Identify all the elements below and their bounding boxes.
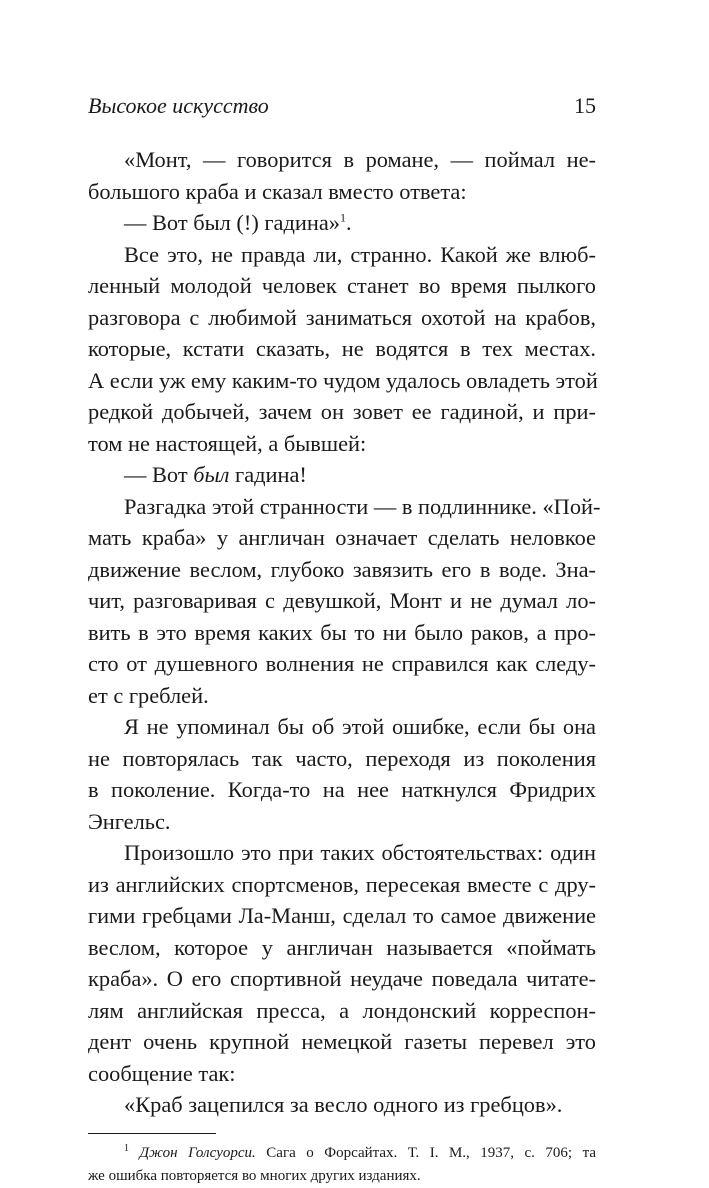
- paragraph: [88, 459, 596, 491]
- footnote-divider: [88, 1133, 216, 1134]
- text-line: [88, 459, 596, 491]
- text-line: Разгадка этой странности — в подлиннике. «Пой-: [124, 493, 601, 519]
- text-line: сто от душевного волнения не справился как следу-: [88, 651, 596, 676]
- paragraph: [88, 207, 596, 239]
- text-line: веслом, которое у англичан называется «поймать: [88, 934, 596, 960]
- text-line: чит, разговаривая с девушкой, Монт и не думал ло-: [88, 588, 596, 613]
- paragraph: [88, 1089, 596, 1121]
- text-line: Произошло это при таких обстоятельствах: один: [124, 840, 596, 865]
- text-line: краба». О его спортивной неудаче поведала читате-: [88, 966, 596, 991]
- text-line: в поколение. Когда-то на нее наткнулся Фридрих: [88, 777, 596, 802]
- footnote-marker: 1: [124, 1142, 129, 1154]
- paragraph: [88, 711, 596, 837]
- text-line: ленный молодой человек станет во время пылкого: [88, 273, 596, 298]
- text-line: Все это, не правда ли, странно. Какой же влюб-: [124, 241, 596, 267]
- text-line: [88, 207, 596, 239]
- footnote-line: [88, 1142, 596, 1165]
- paragraph: [88, 491, 601, 712]
- paragraph: [88, 144, 596, 207]
- text-line: том не настоящей, а бывшей:: [88, 430, 367, 456]
- running-head: [88, 92, 596, 120]
- footnote-line: же ошибка повторяется во многих других изданиях.: [88, 1167, 421, 1184]
- footnote-author: Джон Голсуорси.: [139, 1144, 256, 1161]
- text-line: вить в это время каких бы то ни было раков, а про-: [88, 619, 596, 645]
- text-line: сообщение так:: [88, 1060, 236, 1086]
- text-line: разговора с любимой заниматься охотой на крабов,: [88, 304, 596, 330]
- text-line: не повторялась так часто, переходя из поколения: [88, 745, 596, 771]
- text-line: мать краба» у англичан означает сделать неловкое: [88, 525, 596, 550]
- dialogue-text: — Вот был (!) гадина»: [124, 210, 340, 235]
- body-text: [88, 144, 601, 1121]
- text-line: Я не упоминал бы об этой ошибке, если бы она: [124, 714, 596, 739]
- text-line: Энгельс.: [88, 808, 171, 834]
- text-line: большого краба и сказал вместо ответа:: [88, 178, 467, 204]
- text-line: лям английская пресса, а лондонский корреспон-: [88, 997, 596, 1023]
- text-line: «Монт, — говорится в романе, — поймал не-: [124, 147, 596, 172]
- text-line: которые, кстати сказать, не водятся в тех местах.: [88, 336, 596, 361]
- emphasis-text: был: [193, 462, 230, 487]
- text-line: ет с греблей.: [88, 682, 209, 708]
- text-line: редкой добычей, зачем он зовет ее гадиной, и при-: [88, 399, 596, 424]
- text-line: гими гребцами Ла-Манш, сделал то самое движение: [88, 903, 596, 928]
- dialogue-text: — Вот: [124, 462, 194, 487]
- dialogue-text: гадина!: [229, 462, 307, 487]
- footnote: [88, 1142, 596, 1188]
- text-line: дент очень крупной немецкой газеты перевел это: [88, 1029, 596, 1054]
- page-number: 15: [574, 93, 596, 118]
- text-line: из английских спортсменов, пересекая вместе с дру-: [88, 871, 596, 897]
- footnote-ref[interactable]: 1: [340, 210, 346, 225]
- footnote-citation: Сага о Форсайтах. Т. I. М., 1937, с. 706; та: [255, 1144, 596, 1161]
- text-line: движение веслом, глубоко завязить его в воде. Зна-: [88, 556, 596, 582]
- text-line: А если уж ему каким-то чудом удалось овладеть этой: [88, 367, 598, 393]
- text-line: «Краб зацепился за весло одного из гребцов».: [124, 1092, 563, 1117]
- running-title: Высокое искусство: [88, 93, 269, 118]
- paragraph: [88, 837, 596, 1089]
- dialogue-tail: .: [346, 210, 352, 235]
- book-page: [88, 92, 601, 1188]
- paragraph: [88, 239, 596, 460]
